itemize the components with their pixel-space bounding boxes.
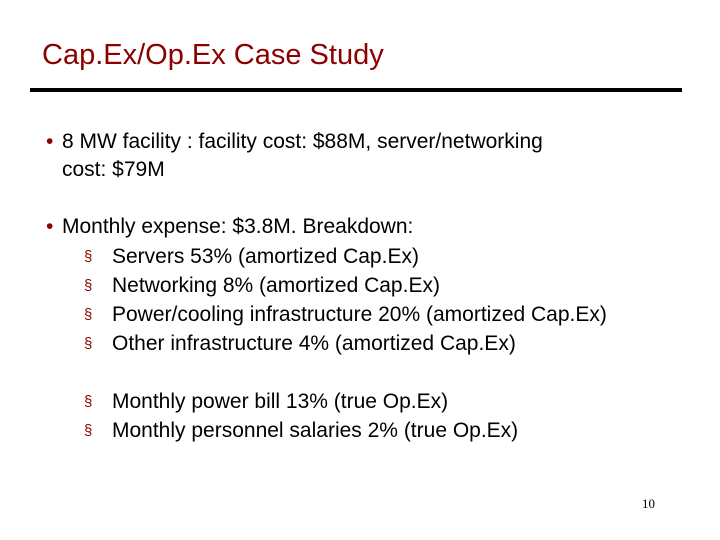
list-item	[84, 416, 518, 445]
list-item-text: Monthly power bill 13% (true Op.Ex)	[112, 390, 449, 413]
breakdown-list	[84, 242, 607, 358]
bullet-text: Monthly expense: $3.8M. Breakdown:	[62, 215, 414, 238]
list-item-text: Networking 8% (amortized Cap.Ex)	[112, 274, 440, 297]
bullet-text-continuation: cost: $79M	[62, 158, 165, 181]
slide-title: Cap.Ex/Op.Ex Case Study	[42, 39, 384, 71]
section-marker: §	[84, 335, 93, 352]
section-marker: §	[84, 393, 93, 410]
list-item	[84, 271, 607, 300]
list-item	[84, 242, 607, 271]
list-item	[84, 300, 607, 329]
section-marker: §	[84, 277, 93, 294]
list-item-text: Monthly personnel salaries 2% (true Op.Ex)	[112, 419, 519, 442]
list-item-text: Servers 53% (amortized Cap.Ex)	[112, 245, 419, 268]
list-item-text: Other infrastructure 4% (amortized Cap.Ex)	[112, 332, 516, 355]
title-divider	[30, 88, 682, 92]
bullet-marker: •	[46, 215, 54, 238]
page-number: 10	[642, 496, 655, 511]
bullet-marker: •	[46, 130, 54, 153]
section-marker: §	[84, 306, 93, 323]
list-item	[84, 329, 607, 358]
opex-list	[84, 387, 518, 445]
section-marker: §	[84, 248, 93, 265]
bullet-facility-cost	[46, 128, 543, 184]
list-item-text: Power/cooling infrastructure 20% (amortized Cap.Ex)	[112, 303, 607, 326]
bullet-monthly-expense	[46, 213, 413, 241]
list-item	[84, 387, 518, 416]
section-marker: §	[84, 422, 93, 439]
bullet-text: 8 MW facility : facility cost: $88M, server/networking	[62, 130, 543, 153]
